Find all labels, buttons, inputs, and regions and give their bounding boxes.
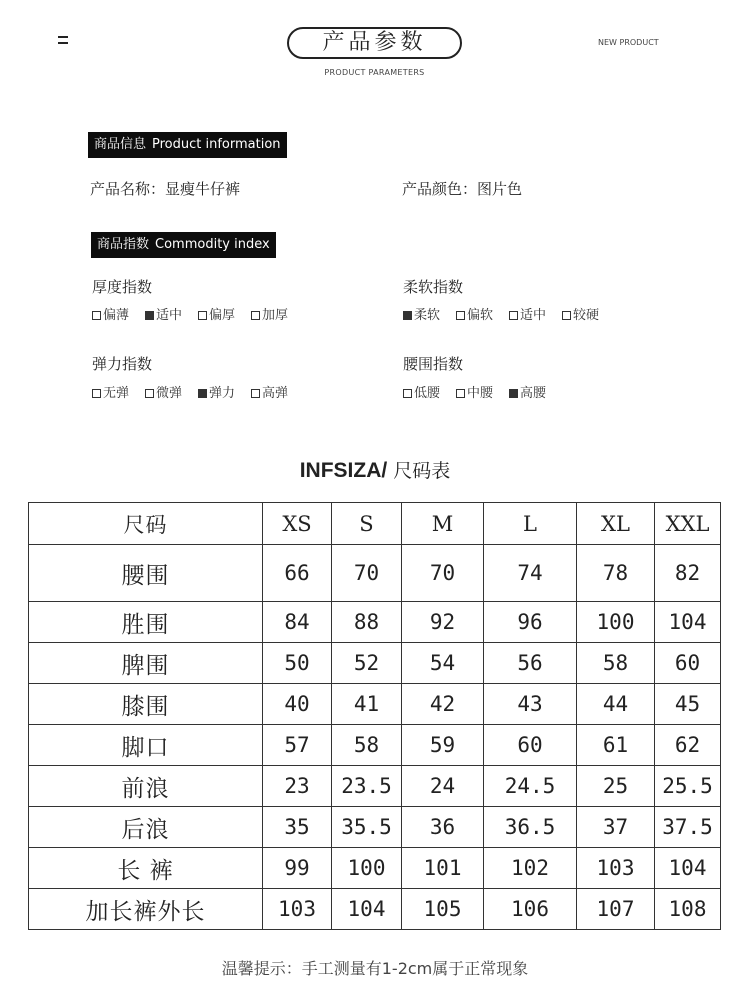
unchecked-box-icon [251, 311, 260, 320]
softness-index-options [403, 304, 615, 323]
row-label-cell: 膝围 [29, 684, 263, 725]
table-cell: 37.5 [655, 807, 721, 848]
unchecked-box-icon [456, 389, 465, 398]
row-label-cell: 尺码 [29, 503, 263, 545]
unchecked-box-icon [198, 311, 207, 320]
index-option [562, 304, 599, 323]
table-cell: 44 [577, 684, 655, 725]
table-cell: 70 [402, 545, 484, 602]
row-label-cell: 腰围 [29, 545, 263, 602]
size-chart-heading-cn: 尺码表 [387, 460, 451, 482]
commodity-index-label-en: Commodity index [155, 237, 270, 252]
table-cell: 41 [332, 684, 402, 725]
table-row [29, 643, 721, 684]
brand-name: INFSIZA/ [299, 459, 388, 482]
index-option-label: 较硬 [573, 308, 600, 323]
table-row [29, 725, 721, 766]
index-option [456, 382, 493, 401]
waist-index-options [403, 382, 562, 401]
checked-box-icon [403, 311, 412, 320]
checked-box-icon [509, 389, 518, 398]
table-cell: 36 [402, 807, 484, 848]
table-cell: 101 [402, 848, 484, 889]
index-option-label: 偏软 [467, 308, 494, 323]
row-label-cell: 前浪 [29, 766, 263, 807]
new-product-tag: NEW PRODUCT [598, 38, 659, 47]
index-option-label: 微弹 [156, 386, 183, 401]
unchecked-box-icon [251, 389, 260, 398]
table-cell: XL [577, 503, 655, 545]
table-row [29, 889, 721, 930]
table-cell: 50 [263, 643, 332, 684]
table-cell: 102 [484, 848, 577, 889]
table-row [29, 602, 721, 643]
size-table [28, 502, 721, 930]
table-cell: 60 [655, 643, 721, 684]
index-option-label: 高腰 [520, 386, 547, 401]
index-option-label: 中腰 [467, 386, 494, 401]
row-label-cell: 脚口 [29, 725, 263, 766]
index-option [145, 382, 182, 401]
table-cell: 104 [655, 848, 721, 889]
table-cell: 57 [263, 725, 332, 766]
product-info-label-cn: 商品信息 [94, 137, 147, 152]
table-cell: 37 [577, 807, 655, 848]
table-cell: 66 [263, 545, 332, 602]
table-cell: 100 [577, 602, 655, 643]
unchecked-box-icon [509, 311, 518, 320]
row-label-cell: 脾围 [29, 643, 263, 684]
table-row [29, 848, 721, 889]
table-cell: 40 [263, 684, 332, 725]
table-cell: 42 [402, 684, 484, 725]
thickness-index-title: 厚度指数 [92, 278, 153, 296]
table-cell: 108 [655, 889, 721, 930]
table-cell: 60 [484, 725, 577, 766]
table-cell: XS [263, 503, 332, 545]
commodity-index-label-cn: 商品指数 [97, 237, 150, 252]
table-cell: 23 [263, 766, 332, 807]
table-cell: 52 [332, 643, 402, 684]
table-cell: 56 [484, 643, 577, 684]
unchecked-box-icon [92, 311, 101, 320]
table-cell: 25.5 [655, 766, 721, 807]
table-header-row [29, 503, 721, 545]
table-cell: 104 [655, 602, 721, 643]
product-name: 产品名称：显瘦牛仔裤 [90, 180, 241, 198]
index-option-label: 适中 [520, 308, 547, 323]
table-cell: 54 [402, 643, 484, 684]
index-option-label: 适中 [156, 308, 183, 323]
table-cell: 35 [263, 807, 332, 848]
table-cell: 88 [332, 602, 402, 643]
row-label-cell: 后浪 [29, 807, 263, 848]
table-cell: 105 [402, 889, 484, 930]
table-cell: 84 [263, 602, 332, 643]
table-cell: XXL [655, 503, 721, 545]
page-title: 产品参数 [287, 27, 462, 59]
table-cell: 100 [332, 848, 402, 889]
waist-index-title: 腰围指数 [403, 355, 464, 373]
table-cell: M [402, 503, 484, 545]
index-option [198, 382, 235, 401]
index-option [456, 304, 493, 323]
table-cell: 35.5 [332, 807, 402, 848]
unchecked-box-icon [456, 311, 465, 320]
unchecked-box-icon [145, 389, 154, 398]
table-cell: 107 [577, 889, 655, 930]
size-chart-heading [0, 456, 750, 483]
table-cell: L [484, 503, 577, 545]
table-cell: 24 [402, 766, 484, 807]
index-option [145, 304, 182, 323]
unchecked-box-icon [562, 311, 571, 320]
table-cell: 96 [484, 602, 577, 643]
index-option [92, 382, 129, 401]
table-cell: 74 [484, 545, 577, 602]
row-label-cell: 加长裤外长 [29, 889, 263, 930]
product-color: 产品颜色：图片色 [402, 180, 523, 198]
index-option [251, 304, 288, 323]
table-cell: 70 [332, 545, 402, 602]
table-cell: 45 [655, 684, 721, 725]
unchecked-box-icon [403, 389, 412, 398]
index-option [198, 304, 235, 323]
unchecked-box-icon [92, 389, 101, 398]
table-row [29, 807, 721, 848]
table-cell: 59 [402, 725, 484, 766]
table-cell: 62 [655, 725, 721, 766]
thickness-index-options [92, 304, 304, 323]
measurement-tip: 温馨提示：手工测量有1-2cm属于正常现象 [221, 959, 529, 978]
table-cell: 43 [484, 684, 577, 725]
index-option [403, 304, 440, 323]
table-cell: 92 [402, 602, 484, 643]
table-cell: 78 [577, 545, 655, 602]
page-subtitle: PRODUCT PARAMETERS [324, 68, 425, 77]
checked-box-icon [198, 389, 207, 398]
table-row [29, 766, 721, 807]
table-cell: 58 [332, 725, 402, 766]
index-option [92, 304, 129, 323]
table-cell: 61 [577, 725, 655, 766]
table-cell: 106 [484, 889, 577, 930]
product-info-label-en: Product information [152, 137, 281, 152]
index-option [403, 382, 440, 401]
index-option [509, 382, 546, 401]
table-cell: 82 [655, 545, 721, 602]
commodity-index-label [91, 232, 276, 258]
index-option-label: 弹力 [209, 386, 236, 401]
table-cell: 36.5 [484, 807, 577, 848]
table-row [29, 684, 721, 725]
index-option-label: 加厚 [262, 308, 289, 323]
table-cell: 23.5 [332, 766, 402, 807]
menu-icon [58, 36, 68, 48]
row-label-cell: 胜围 [29, 602, 263, 643]
index-option-label: 柔软 [414, 308, 441, 323]
elasticity-index-title: 弹力指数 [92, 355, 153, 373]
softness-index-title: 柔软指数 [403, 278, 464, 296]
index-option [509, 304, 546, 323]
index-option [251, 382, 288, 401]
index-option-label: 高弹 [262, 386, 289, 401]
table-cell: 25 [577, 766, 655, 807]
table-cell: 99 [263, 848, 332, 889]
table-row [29, 545, 721, 602]
table-cell: 24.5 [484, 766, 577, 807]
table-cell: 104 [332, 889, 402, 930]
index-option-label: 偏薄 [103, 308, 130, 323]
row-label-cell: 长 裤 [29, 848, 263, 889]
checked-box-icon [145, 311, 154, 320]
index-option-label: 无弹 [103, 386, 130, 401]
table-cell: S [332, 503, 402, 545]
table-cell: 58 [577, 643, 655, 684]
index-option-label: 偏厚 [209, 308, 236, 323]
product-info-label [88, 132, 287, 158]
table-cell: 103 [577, 848, 655, 889]
elasticity-index-options [92, 382, 304, 401]
table-cell: 103 [263, 889, 332, 930]
index-option-label: 低腰 [414, 386, 441, 401]
